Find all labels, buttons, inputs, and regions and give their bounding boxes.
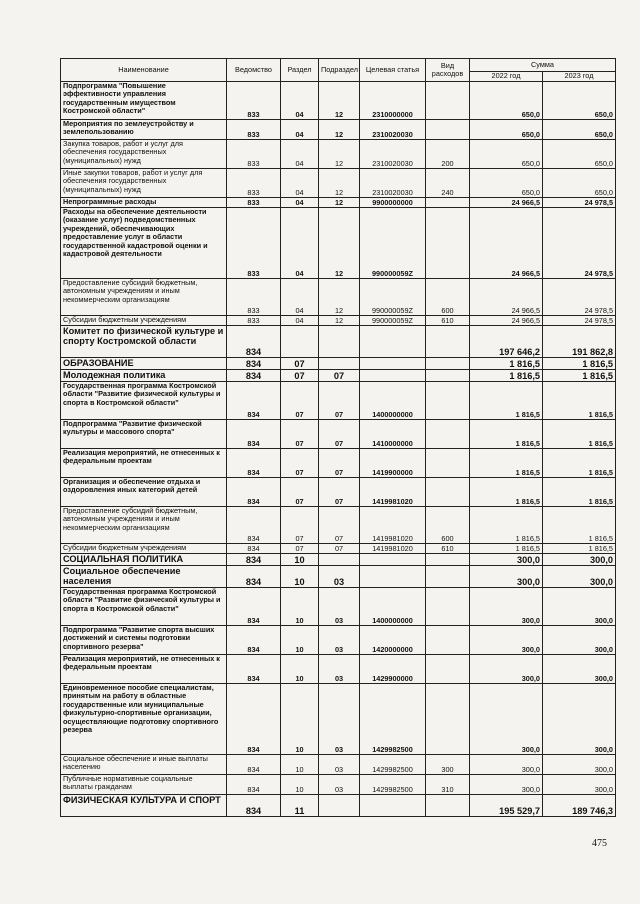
cell-sum-2023: 300,0 — [543, 655, 616, 684]
header-name: Наименование — [61, 59, 227, 82]
cell-subsection — [319, 358, 360, 370]
cell-subsection: 12 — [319, 140, 360, 169]
cell-name: Субсидии бюджетным учреждениям — [61, 544, 227, 554]
cell-name: Подпрограмма "Развитие физической культуры и массового спорта" — [61, 420, 227, 449]
budget-table — [60, 58, 616, 817]
cell-name: Социальное обеспечение и иные выплаты населению — [61, 755, 227, 775]
cell-target: 1429982500 — [360, 684, 426, 755]
cell-sum-2023: 300,0 — [543, 588, 616, 626]
cell-dept: 834 — [227, 588, 281, 626]
cell-dept: 834 — [227, 370, 281, 382]
cell-dept: 834 — [227, 544, 281, 554]
table-row — [61, 120, 616, 140]
cell-section: 04 — [281, 82, 319, 120]
cell-section: 10 — [281, 554, 319, 566]
cell-target — [360, 358, 426, 370]
page-number: 475 — [592, 838, 607, 849]
cell-name: Непрограммные расходы — [61, 198, 227, 208]
cell-sum-2023: 300,0 — [543, 554, 616, 566]
cell-subsection: 03 — [319, 626, 360, 655]
cell-name: Государственная программа Костромской области "Развитие физической культуры и спорта в Костромской области" — [61, 588, 227, 626]
cell-sum-2023: 650,0 — [543, 82, 616, 120]
table-row — [61, 382, 616, 420]
cell-sum-2023: 650,0 — [543, 169, 616, 198]
cell-section: 10 — [281, 655, 319, 684]
cell-dept: 833 — [227, 208, 281, 279]
cell-section — [281, 326, 319, 358]
table-row — [61, 566, 616, 588]
cell-name: Субсидии бюджетным учреждениям — [61, 316, 227, 326]
budget-table-sheet — [60, 58, 615, 817]
cell-section: 04 — [281, 120, 319, 140]
cell-section: 04 — [281, 198, 319, 208]
cell-section: 04 — [281, 169, 319, 198]
cell-section: 04 — [281, 140, 319, 169]
cell-type — [426, 588, 470, 626]
cell-type — [426, 120, 470, 140]
cell-type: 300 — [426, 755, 470, 775]
cell-type — [426, 795, 470, 817]
cell-target: 990000059Z — [360, 316, 426, 326]
cell-subsection: 03 — [319, 684, 360, 755]
cell-sum-2023: 191 862,8 — [543, 326, 616, 358]
table-row — [61, 326, 616, 358]
cell-subsection: 12 — [319, 208, 360, 279]
cell-type — [426, 326, 470, 358]
cell-dept: 833 — [227, 120, 281, 140]
cell-subsection: 07 — [319, 449, 360, 478]
cell-dept: 834 — [227, 684, 281, 755]
cell-sum-2022: 24 966,5 — [470, 316, 543, 326]
cell-section: 07 — [281, 382, 319, 420]
cell-target: 2310020030 — [360, 169, 426, 198]
table-row — [61, 370, 616, 382]
cell-target: 1429900000 — [360, 655, 426, 684]
cell-type — [426, 566, 470, 588]
cell-type — [426, 655, 470, 684]
cell-type — [426, 82, 470, 120]
cell-name: ОБРАЗОВАНИЕ — [61, 358, 227, 370]
cell-name: Единовременное пособие специалистам, принятым на работу в областные государственные или муниципальные физкультурно-спортивные организации, осуществляющие подготовку спортивного резерва — [61, 684, 227, 755]
table-row — [61, 755, 616, 775]
cell-target: 1420000000 — [360, 626, 426, 655]
header-dept: Ведомство — [227, 59, 281, 82]
cell-sum-2023: 189 746,3 — [543, 795, 616, 817]
cell-type: 610 — [426, 316, 470, 326]
table-body — [61, 82, 616, 817]
cell-dept: 834 — [227, 382, 281, 420]
cell-section: 07 — [281, 370, 319, 382]
cell-section: 10 — [281, 588, 319, 626]
cell-dept: 834 — [227, 566, 281, 588]
cell-sum-2023: 24 978,5 — [543, 198, 616, 208]
table-row — [61, 140, 616, 169]
table-row — [61, 684, 616, 755]
table-row — [61, 82, 616, 120]
cell-dept: 833 — [227, 140, 281, 169]
cell-dept: 834 — [227, 507, 281, 544]
table-row — [61, 626, 616, 655]
table-row — [61, 775, 616, 795]
cell-section: 07 — [281, 358, 319, 370]
table-row — [61, 507, 616, 544]
cell-dept: 834 — [227, 358, 281, 370]
cell-sum-2022: 300,0 — [470, 684, 543, 755]
cell-subsection: 03 — [319, 655, 360, 684]
cell-dept: 834 — [227, 326, 281, 358]
cell-sum-2022: 24 966,5 — [470, 279, 543, 316]
cell-type — [426, 198, 470, 208]
cell-subsection: 03 — [319, 775, 360, 795]
cell-type — [426, 626, 470, 655]
cell-target: 1410000000 — [360, 420, 426, 449]
cell-section: 04 — [281, 279, 319, 316]
header-sum: Сумма — [470, 59, 616, 72]
cell-sum-2023: 300,0 — [543, 775, 616, 795]
cell-sum-2023: 1 816,5 — [543, 358, 616, 370]
cell-section: 07 — [281, 449, 319, 478]
cell-target: 1419981020 — [360, 544, 426, 554]
cell-section: 04 — [281, 208, 319, 279]
cell-type — [426, 449, 470, 478]
cell-subsection — [319, 554, 360, 566]
cell-dept: 833 — [227, 316, 281, 326]
cell-section: 10 — [281, 566, 319, 588]
cell-target: 1400000000 — [360, 382, 426, 420]
cell-name: Реализация мероприятий, не отнесенных к федеральным проектам — [61, 449, 227, 478]
cell-sum-2022: 195 529,7 — [470, 795, 543, 817]
cell-type — [426, 370, 470, 382]
cell-sum-2023: 650,0 — [543, 140, 616, 169]
table-row — [61, 208, 616, 279]
cell-dept: 833 — [227, 279, 281, 316]
cell-target: 990000059Z — [360, 279, 426, 316]
cell-subsection: 03 — [319, 755, 360, 775]
cell-sum-2023: 650,0 — [543, 120, 616, 140]
cell-name: Предоставление субсидий бюджетным, автономным учреждениям и иным некоммерческим организациям — [61, 279, 227, 316]
cell-name: Комитет по физической культуре и спорту Костромской области — [61, 326, 227, 358]
cell-sum-2023: 300,0 — [543, 684, 616, 755]
cell-target: 9900000000 — [360, 198, 426, 208]
table-row — [61, 316, 616, 326]
cell-name: Мероприятия по землеустройству и землепользованию — [61, 120, 227, 140]
cell-sum-2023: 300,0 — [543, 566, 616, 588]
cell-subsection: 12 — [319, 169, 360, 198]
cell-dept: 833 — [227, 169, 281, 198]
cell-dept: 834 — [227, 775, 281, 795]
cell-sum-2023: 1 816,5 — [543, 507, 616, 544]
cell-sum-2022: 1 816,5 — [470, 449, 543, 478]
cell-subsection: 12 — [319, 198, 360, 208]
cell-type — [426, 554, 470, 566]
cell-target: 1419900000 — [360, 449, 426, 478]
cell-subsection: 07 — [319, 478, 360, 507]
cell-target: 1400000000 — [360, 588, 426, 626]
cell-dept: 834 — [227, 554, 281, 566]
cell-subsection — [319, 795, 360, 817]
cell-subsection: 12 — [319, 120, 360, 140]
cell-sum-2022: 300,0 — [470, 626, 543, 655]
cell-subsection: 07 — [319, 370, 360, 382]
cell-name: СОЦИАЛЬНАЯ ПОЛИТИКА — [61, 554, 227, 566]
cell-target — [360, 554, 426, 566]
cell-sum-2022: 1 816,5 — [470, 358, 543, 370]
cell-section: 10 — [281, 684, 319, 755]
cell-section: 07 — [281, 507, 319, 544]
cell-subsection: 12 — [319, 82, 360, 120]
cell-sum-2022: 650,0 — [470, 82, 543, 120]
cell-sum-2022: 24 966,5 — [470, 208, 543, 279]
cell-name: Социальное обеспечение населения — [61, 566, 227, 588]
cell-name: Подпрограмма "Развитие спорта высших достижений и системы подготовки спортивного резерва" — [61, 626, 227, 655]
table-row — [61, 795, 616, 817]
cell-sum-2022: 1 816,5 — [470, 370, 543, 382]
cell-type: 600 — [426, 279, 470, 316]
cell-sum-2022: 1 816,5 — [470, 420, 543, 449]
cell-type: 240 — [426, 169, 470, 198]
cell-dept: 834 — [227, 420, 281, 449]
cell-sum-2022: 197 646,2 — [470, 326, 543, 358]
cell-sum-2023: 1 816,5 — [543, 478, 616, 507]
cell-sum-2023: 1 816,5 — [543, 544, 616, 554]
cell-target — [360, 326, 426, 358]
table-row — [61, 449, 616, 478]
cell-name: Расходы на обеспечение деятельности (оказание услуг) подведомственных учреждений, обеспечивающих предоставление услуг в области государственной кадастровой оценки и кадастровой деятельности — [61, 208, 227, 279]
cell-dept: 834 — [227, 449, 281, 478]
cell-sum-2023: 24 978,5 — [543, 316, 616, 326]
cell-type — [426, 684, 470, 755]
cell-target — [360, 566, 426, 588]
cell-section: 07 — [281, 544, 319, 554]
table-row — [61, 478, 616, 507]
cell-subsection: 07 — [319, 544, 360, 554]
cell-section: 07 — [281, 478, 319, 507]
cell-subsection: 03 — [319, 566, 360, 588]
cell-dept: 834 — [227, 626, 281, 655]
cell-type — [426, 382, 470, 420]
cell-sum-2023: 1 816,5 — [543, 449, 616, 478]
table-row — [61, 588, 616, 626]
cell-target: 2310020030 — [360, 140, 426, 169]
cell-sum-2022: 1 816,5 — [470, 544, 543, 554]
table-row — [61, 554, 616, 566]
cell-section: 04 — [281, 316, 319, 326]
cell-type — [426, 420, 470, 449]
cell-section: 10 — [281, 755, 319, 775]
cell-type: 600 — [426, 507, 470, 544]
cell-name: Подпрограмма "Повышение эффективности управления государственным имуществом Костромской области" — [61, 82, 227, 120]
cell-type: 200 — [426, 140, 470, 169]
cell-target — [360, 370, 426, 382]
cell-sum-2022: 650,0 — [470, 140, 543, 169]
cell-sum-2022: 1 816,5 — [470, 478, 543, 507]
cell-target: 1429982500 — [360, 755, 426, 775]
header-year-2023: 2023 год — [543, 72, 616, 82]
cell-sum-2022: 300,0 — [470, 775, 543, 795]
cell-sum-2022: 300,0 — [470, 566, 543, 588]
cell-subsection: 07 — [319, 420, 360, 449]
header-year-2022: 2022 год — [470, 72, 543, 82]
cell-sum-2022: 300,0 — [470, 588, 543, 626]
cell-sum-2022: 1 816,5 — [470, 382, 543, 420]
cell-name: Молодежная политика — [61, 370, 227, 382]
cell-dept: 834 — [227, 755, 281, 775]
cell-sum-2023: 24 978,5 — [543, 279, 616, 316]
cell-sum-2023: 1 816,5 — [543, 382, 616, 420]
cell-sum-2022: 300,0 — [470, 755, 543, 775]
cell-target — [360, 795, 426, 817]
cell-sum-2023: 300,0 — [543, 626, 616, 655]
header-type: Вид расходов — [426, 59, 470, 82]
cell-name: Иные закупки товаров, работ и услуг для обеспечения государственных (муниципальных) нужд — [61, 169, 227, 198]
cell-sum-2022: 24 966,5 — [470, 198, 543, 208]
table-row — [61, 198, 616, 208]
table-row — [61, 655, 616, 684]
cell-dept: 834 — [227, 795, 281, 817]
cell-sum-2023: 1 816,5 — [543, 370, 616, 382]
cell-section: 10 — [281, 775, 319, 795]
cell-type: 310 — [426, 775, 470, 795]
cell-target: 2310020030 — [360, 120, 426, 140]
cell-sum-2023: 1 816,5 — [543, 420, 616, 449]
table-row — [61, 544, 616, 554]
cell-dept: 834 — [227, 655, 281, 684]
table-row — [61, 279, 616, 316]
cell-type — [426, 358, 470, 370]
cell-name: ФИЗИЧЕСКАЯ КУЛЬТУРА И СПОРТ — [61, 795, 227, 817]
cell-name: Организация и обеспечение отдыха и оздоровления иных категорий детей — [61, 478, 227, 507]
cell-dept: 833 — [227, 198, 281, 208]
cell-type — [426, 478, 470, 507]
cell-sum-2023: 300,0 — [543, 755, 616, 775]
cell-subsection: 03 — [319, 588, 360, 626]
cell-sum-2022: 650,0 — [470, 120, 543, 140]
table-row — [61, 420, 616, 449]
cell-sum-2023: 24 978,5 — [543, 208, 616, 279]
cell-type — [426, 208, 470, 279]
header-subsection: Подраздел — [319, 59, 360, 82]
cell-target: 990000059Z — [360, 208, 426, 279]
cell-subsection: 07 — [319, 382, 360, 420]
cell-name: Предоставление субсидий бюджетным, автономным учреждениям и иным некоммерческим организациям — [61, 507, 227, 544]
cell-sum-2022: 650,0 — [470, 169, 543, 198]
cell-target: 2310000000 — [360, 82, 426, 120]
cell-name: Реализация мероприятий, не отнесенных к федеральным проектам — [61, 655, 227, 684]
cell-section: 10 — [281, 626, 319, 655]
cell-dept: 833 — [227, 82, 281, 120]
table-row — [61, 169, 616, 198]
cell-name: Публичные нормативные социальные выплаты гражданам — [61, 775, 227, 795]
cell-sum-2022: 300,0 — [470, 554, 543, 566]
cell-section: 07 — [281, 420, 319, 449]
header-target: Целевая статья — [360, 59, 426, 82]
cell-sum-2022: 300,0 — [470, 655, 543, 684]
cell-dept: 834 — [227, 478, 281, 507]
cell-subsection: 12 — [319, 316, 360, 326]
cell-subsection: 12 — [319, 279, 360, 316]
cell-sum-2022: 1 816,5 — [470, 507, 543, 544]
cell-name: Государственная программа Костромской области "Развитие физической культуры и спорта в Костромской области" — [61, 382, 227, 420]
cell-target: 1419981020 — [360, 478, 426, 507]
cell-section: 11 — [281, 795, 319, 817]
cell-subsection: 07 — [319, 507, 360, 544]
cell-target: 1429982500 — [360, 775, 426, 795]
cell-subsection — [319, 326, 360, 358]
cell-name: Закупка товаров, работ и услуг для обеспечения государственных (муниципальных) нужд — [61, 140, 227, 169]
table-row — [61, 358, 616, 370]
cell-type: 610 — [426, 544, 470, 554]
header-section: Раздел — [281, 59, 319, 82]
cell-target: 1419981020 — [360, 507, 426, 544]
